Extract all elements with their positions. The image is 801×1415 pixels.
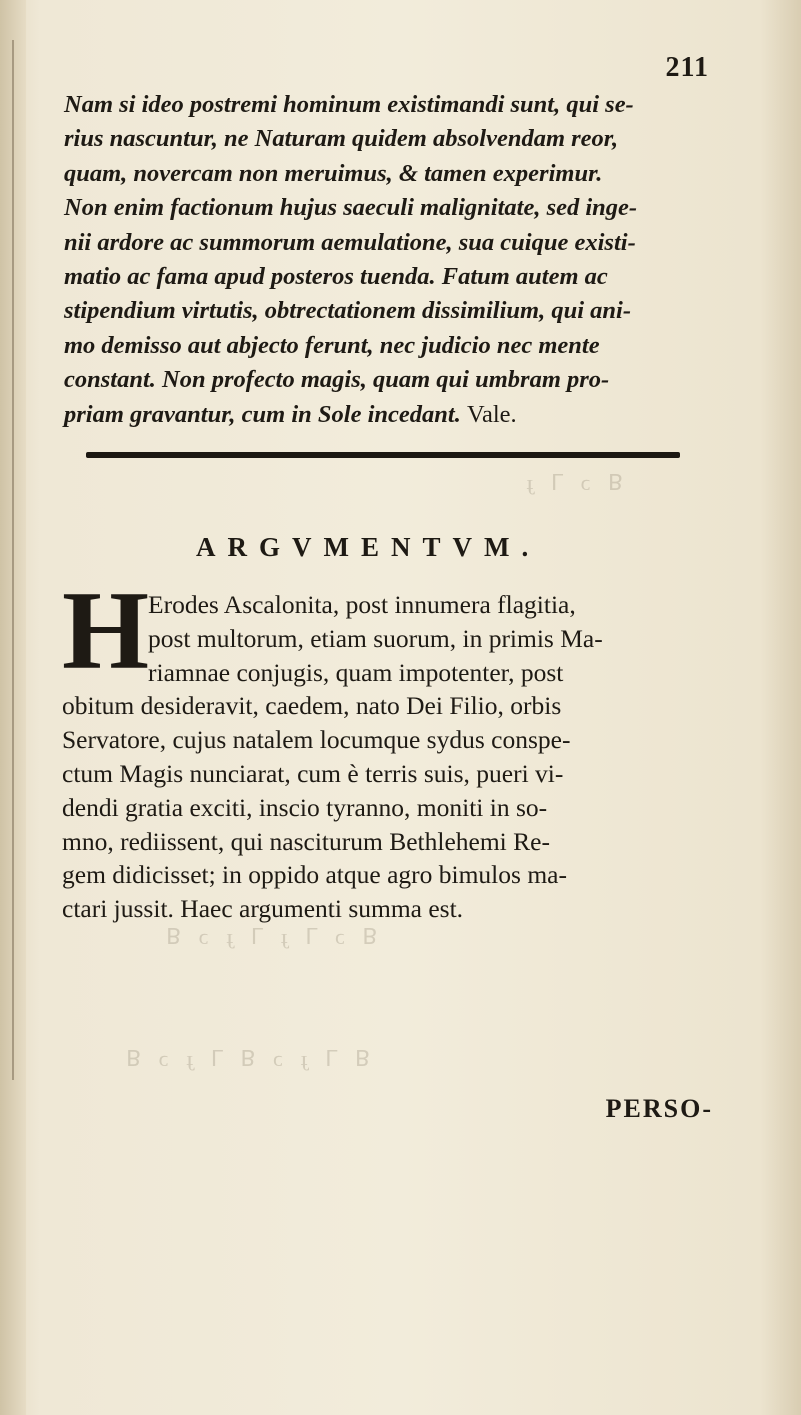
epistle-line: Nam si ideo postremi hominum existimandi sunt, qui se- bbox=[64, 91, 634, 118]
epistle-line: Non enim factionum hujus saeculi malignitate, sed inge- bbox=[64, 194, 638, 222]
argument-line: ctari jussit. Haec argumenti summa est. bbox=[62, 894, 464, 924]
epistle-line: nii ardore ac summorum aemulatione, sua cuique existi- bbox=[64, 228, 636, 256]
bleed-through-text: ꓭ ɔ ꓶ ɟ ꓶ ɟ ɔ ꓭ bbox=[160, 924, 378, 949]
gutter-line bbox=[12, 40, 14, 1080]
argument-line: Erodes Ascalonita, post innumera flagitia, bbox=[148, 590, 576, 619]
argument-line: gem didicisset; in oppido atque agro bimulos ma- bbox=[62, 860, 567, 890]
vale-closing: Vale. bbox=[466, 400, 517, 428]
epistle-last-line: priam gravantur, cum in Sole incedant. bbox=[64, 400, 461, 428]
epistle-text bbox=[64, 88, 724, 432]
bleed-through-text: ꓭ ꓶ ɟ ɔ ꓭ ꓶ ɟ ɔ ꓭ bbox=[120, 1046, 370, 1071]
argument-line: obitum desideravit, caedem, nato Dei Filio, orbis bbox=[62, 691, 562, 721]
epistle-line bbox=[64, 398, 724, 432]
epistle-line: stipendium virtutis, obtrectationem dissimilium, qui ani- bbox=[64, 297, 631, 325]
page-gutter bbox=[0, 0, 26, 1415]
epistle-line: constant. Non profecto magis, quam qui umbram pro- bbox=[64, 366, 610, 394]
epistle-line: quam, novercam non meruimus, & tamen experimur. bbox=[64, 159, 603, 187]
argument-line: dendi gratia exciti, inscio tyranno, moniti in so- bbox=[62, 792, 548, 822]
argument-line: Servatore, cujus natalem locumque sydus conspe- bbox=[62, 725, 571, 755]
argument-text bbox=[62, 569, 728, 926]
epistle-line: rius nascuntur, ne Naturam quidem absolvendam reor, bbox=[64, 125, 619, 153]
horizontal-rule bbox=[86, 452, 680, 458]
argument-heading: ARGVMENTVM. bbox=[196, 532, 541, 562]
argument-line: mno, rediissent, qui nasciturum Bethlehemi Re- bbox=[62, 826, 550, 856]
argument-line: riamnae conjugis, quam impotenter, post bbox=[148, 657, 564, 687]
argument-line: post multorum, etiam suorum, in primis Ma- bbox=[148, 623, 603, 653]
page-number: 211 bbox=[665, 52, 709, 83]
epistle-line: matio ac fama apud posteros tuenda. Fatum autem ac bbox=[64, 263, 608, 291]
drop-cap: H bbox=[62, 569, 150, 693]
catchword: PERSO- bbox=[605, 1094, 713, 1123]
argument-line: ctum Magis nunciarat, cum è terris suis, pueri vi- bbox=[62, 758, 564, 788]
bleed-through-text: ꓭ ɔ ꓶ ɟ bbox=[520, 470, 623, 495]
epistle-line: mo demisso aut abjecto ferunt, nec judicio nec mente bbox=[64, 331, 600, 359]
